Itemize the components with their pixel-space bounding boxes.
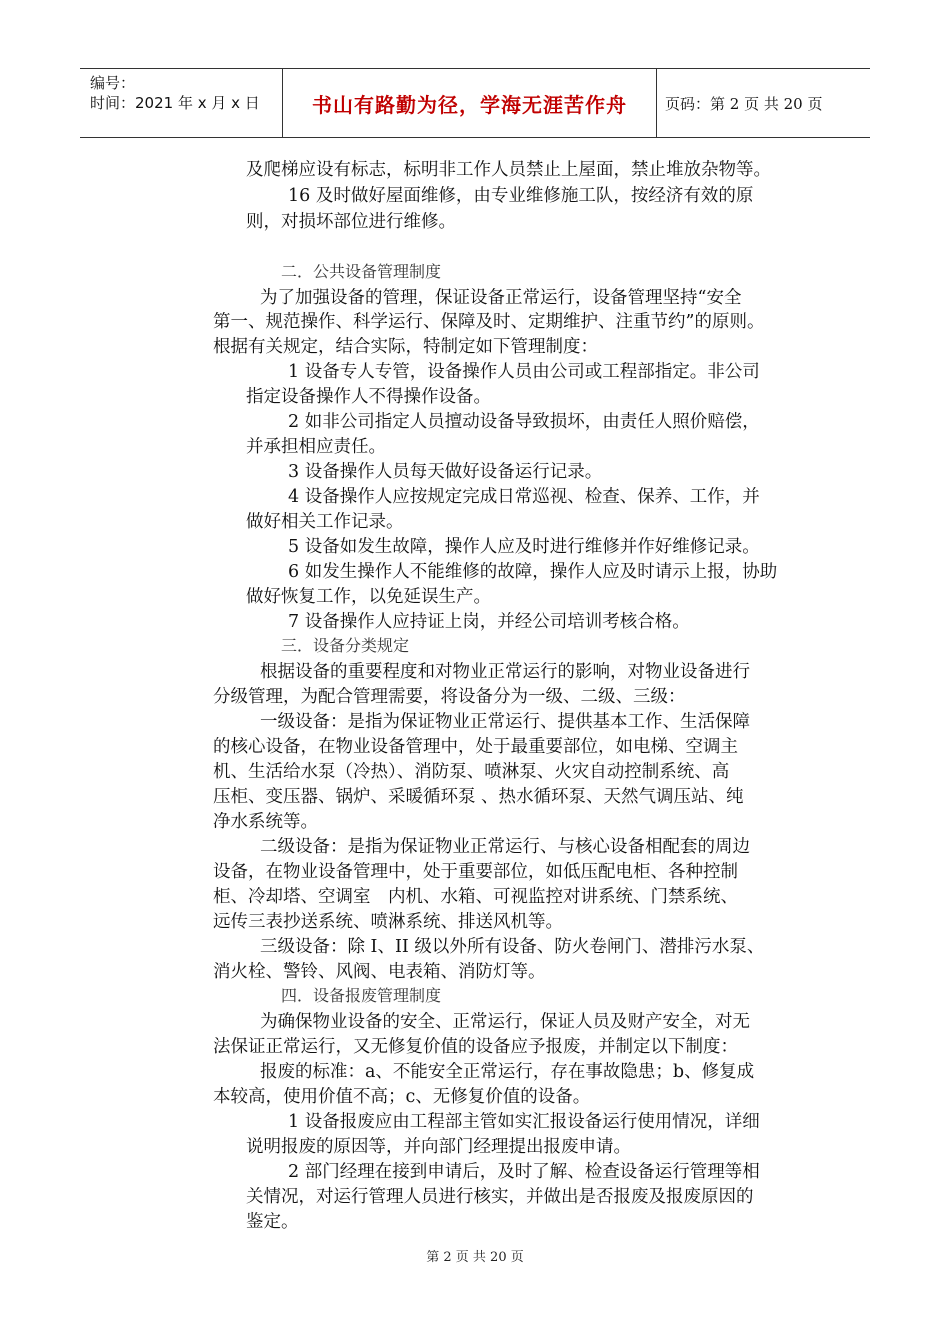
text-line: 压柜、变压器、锅炉、采暖循环泵 、热水循环泵、天然气调压站、纯: [213, 787, 744, 807]
header-meta: [80, 69, 283, 137]
text-line: 净水系统等。: [213, 812, 318, 832]
text-line: 第一、规范操作、科学运行、保障及时、定期维护、注重节约”的原则。: [213, 312, 765, 332]
text-line: 2 部门经理在接到申请后，及时了解、检查设备运行管理等相: [288, 1162, 760, 1182]
text-line: 根据设备的重要程度和对物业正常运行的影响，对物业设备进行: [260, 662, 750, 682]
text-line: 远传三表抄送系统、喷淋系统、排送风机等。: [213, 912, 563, 932]
text-line: 4 设备操作人应按规定完成日常巡视、检查、保养、工作，并: [288, 487, 760, 507]
doc-time-label: 时间：2021 年 x 月 x 日: [90, 94, 260, 112]
text-line: 2 如非公司指定人员擅动设备导致损坏，由责任人照价赔偿，: [288, 412, 760, 432]
page-footer: 第 2 页 共 20 页: [426, 1250, 524, 1265]
text-line: 的核心设备，在物业设备管理中，处于最重要部位，如电梯、空调主: [213, 737, 738, 757]
text-line: 根据有关规定，结合实际，特制定如下管理制度：: [213, 337, 598, 357]
text-line: 做好相关工作记录。: [246, 512, 404, 532]
text-line: 及爬梯应设有标志，标明非工作人员禁止上屋面，禁止堆放杂物等。: [246, 160, 771, 180]
text-line: 指定设备操作人不得操作设备。: [246, 387, 491, 407]
text-line: 三级设备：除 I、II 级以外所有设备、防火卷闸门、潜排污水泵、: [260, 937, 765, 957]
text-line: 报废的标准：a、不能安全正常运行，存在事故隐患；b、修复成: [260, 1062, 755, 1082]
text-line: 6 如发生操作人不能维修的故障，操作人应及时请示上报，协助: [288, 562, 778, 582]
section-heading: 四．设备报废管理制度: [281, 986, 442, 1005]
text-line: 16 及时做好屋面维修，由专业维修施工队，按经济有效的原: [288, 186, 754, 206]
text-line: 为了加强设备的管理，保证设备正常运行，设备管理坚持“安全: [260, 288, 742, 308]
text-line: 7 设备操作人应持证上岗，并经公司培训考核合格。: [288, 612, 690, 632]
text-line: 关情况，对运行管理人员进行核实，并做出是否报废及报废原因的: [246, 1187, 754, 1207]
text-line: 5 设备如发生故障，操作人应及时进行维修并作好维修记录。: [288, 537, 760, 557]
header-page-info: 页码：第 2 页 共 20 页: [665, 94, 823, 113]
text-line: 法保证正常运行，又无修复价值的设备应予报废，并制定以下制度：: [213, 1037, 738, 1057]
text-line: 则，对损坏部位进行维修。: [246, 212, 456, 232]
text-line: 设备，在物业设备管理中，处于重要部位，如低压配电柜、各种控制: [213, 862, 738, 882]
text-line: 1 设备专人专管，设备操作人员由公司或工程部指定。非公司: [288, 362, 760, 382]
text-line: 鉴定。: [246, 1212, 299, 1232]
text-line: 本较高，使用价值不高；c、无修复价值的设备。: [213, 1087, 591, 1107]
page-header: [80, 68, 870, 138]
section-heading: 三．设备分类规定: [281, 636, 410, 655]
text-line: 消火栓、警铃、风阀、电表箱、消防灯等。: [213, 962, 546, 982]
text-line: 做好恢复工作，以免延误生产。: [246, 587, 491, 607]
section-heading: 二．公共设备管理制度: [281, 262, 442, 281]
text-line: 3 设备操作人员每天做好设备运行记录。: [288, 462, 603, 482]
text-line: 并承担相应责任。: [246, 437, 386, 457]
text-line: 机、生活给水泵（冷热）、消防泵、喷淋泵、火灾自动控制系统、高: [213, 762, 730, 782]
doc-number-label: 编号：: [90, 74, 136, 92]
header-motto-cell: [283, 69, 657, 137]
text-line: 二级设备：是指为保证物业正常运行、与核心设备相配套的周边: [260, 837, 750, 857]
text-line: 为确保物业设备的安全、正常运行，保证人员及财产安全，对无: [260, 1012, 750, 1032]
text-line: 柜、冷却塔、空调室 内机、水箱、可视监控对讲系统、门禁系统、: [213, 887, 738, 907]
text-line: 一级设备：是指为保证物业正常运行、提供基本工作、生活保障: [260, 712, 750, 732]
header-motto: 书山有路勤为径，学海无涯苦作舟: [312, 92, 627, 117]
text-line: 分级管理，为配合管理需要，将设备分为一级、二级、三级：: [213, 687, 686, 707]
text-line: 1 设备报废应由工程部主管如实汇报设备运行使用情况，详细: [288, 1112, 760, 1132]
text-line: 说明报废的原因等，并向部门经理提出报废申请。: [246, 1137, 631, 1157]
